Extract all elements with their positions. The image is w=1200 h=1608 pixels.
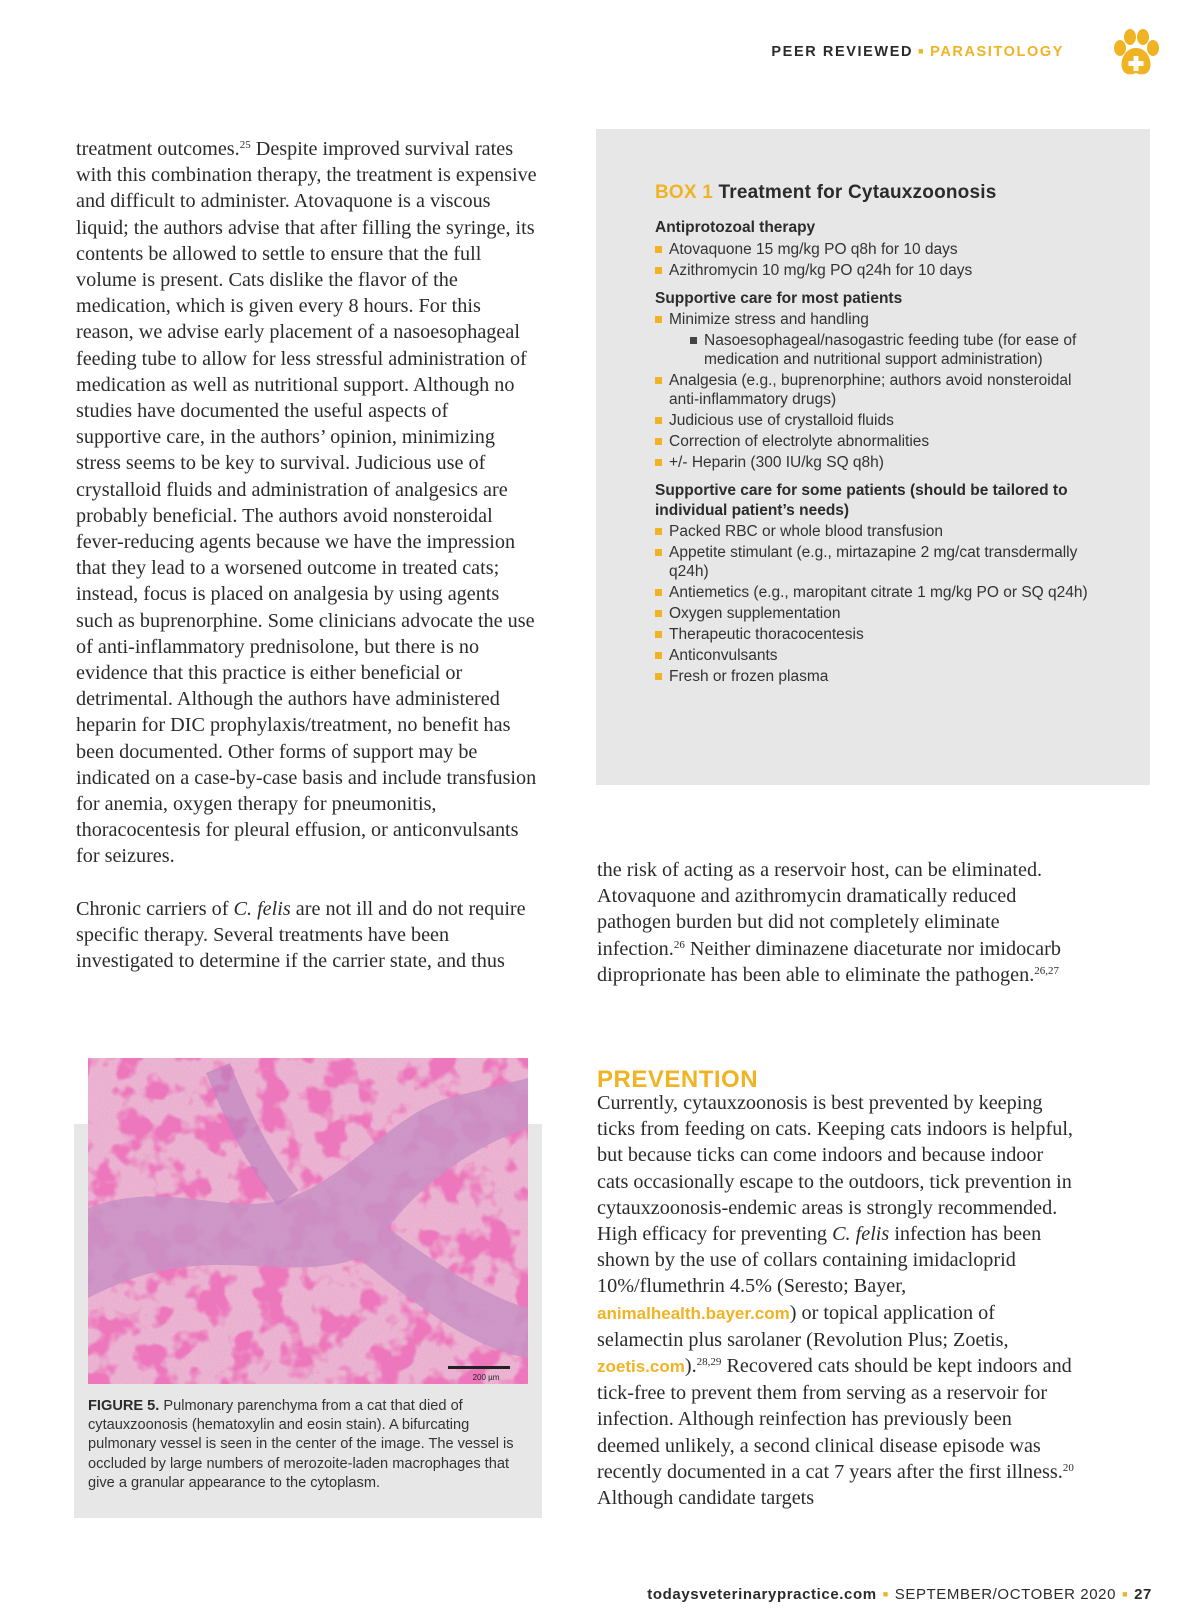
scale-bar-label: 200 µm: [472, 1373, 500, 1382]
zoetis-link[interactable]: zoetis.com: [597, 1357, 685, 1377]
separator-square-icon: ■: [918, 46, 926, 56]
citation: 25: [239, 139, 251, 151]
list-item: Oxygen supplementation: [655, 604, 1095, 623]
paw-plus-icon: [1112, 28, 1160, 78]
list-item: Analgesia (e.g., buprenorphine; authors avoid nonsteroidal anti-inflammatory drugs): [655, 371, 1095, 409]
list-item: Packed RBC or whole blood transfusion: [655, 522, 1095, 541]
list-item: Azithromycin 10 mg/kg PO q24h for 10 days: [655, 261, 1095, 280]
list-item: Correction of electrolyte abnormalities: [655, 432, 1095, 451]
section-label: PEER REVIEWED: [771, 44, 914, 60]
list-sub-item: Nasoesophageal/nasogastric feeding tube (for ease of medication and nutritional support administration): [655, 331, 1095, 369]
list-item: Judicious use of crystalloid fluids: [655, 411, 1095, 430]
list-item: +/- Heparin (300 IU/kg SQ q8h): [655, 453, 1095, 472]
citation: 26,27: [1034, 964, 1059, 977]
page-footer: [647, 1586, 1152, 1603]
box-title: BOX 1 Treatment for Cytauxzoonosis: [655, 182, 997, 203]
box-section-heading: Supportive care for most patients: [655, 289, 903, 307]
body-paragraph: Chronic carriers of C. felis are not ill and do not require specific therapy. Several treatments have been investigated to determine if the carrier state, and thus: [76, 897, 526, 973]
citation: 28,29: [696, 1356, 722, 1369]
right-column-bottom: [597, 1090, 1077, 1511]
box-list: [655, 522, 1095, 686]
left-column: [76, 136, 538, 974]
box-list: [655, 310, 1095, 472]
category-label: PARASITOLOGY: [930, 44, 1064, 60]
box-list: [655, 240, 1095, 280]
box-section-heading: Supportive care for some patients (should be tailored to individual patient’s needs): [655, 482, 1068, 519]
figure-label: FIGURE 5.: [88, 1398, 160, 1414]
list-item: Antiemetics (e.g., maropitant citrate 1 mg/kg PO or SQ q24h): [655, 583, 1095, 602]
separator-square-icon: ■: [882, 1589, 889, 1599]
right-column-top: [597, 857, 1077, 988]
histology-image: [88, 1058, 528, 1384]
body-paragraph: treatment outcomes.$^{25}$ Despite improved survival rates with this combination therapy, the treatment is expensive and difficult to administer. Atovaquone is a viscous liquid; the authors advise that after filling the syringe, its contents be allowed to settle to ensure that the full volume is present. Cats dislike the flavor of the medication, which is given every 8 hours. For this reason, we advise early placement of a nasoesophageal feeding tube to allow for less stressful administration of medication as well as nutritional support. Although no studies have documented the useful aspects of supportive care, in the authors’ opinion, minimizing stress seems to be key to survival. Judicious use of crystalloid fluids and administration of analgesics are probably beneficial. The authors avoid nonsteroidal fever-reducing agents because we have the impression that they lead to a worsened outcome in treated cats; instead, focus is placed on analgesia by using agents such as buprenorphine. Some clinicians advocate the use of anti-inflammatory prednisolone, but there is no evidence that this practice is either beneficial or detrimental. Although the authors have administered heparin for DIC prophylaxis/treatment, no benefit has been documented. Other forms of support may be indicated on a case-by-case basis and include transfusion for anemia, oxygen therapy for pneumonitis, thoracocentesis for pleural effusion, or anticonvulsants for seizures.: [76, 138, 537, 868]
citation: 26: [673, 938, 685, 951]
list-item: Atovaquone 15 mg/kg PO q8h for 10 days: [655, 240, 1095, 259]
bayer-link[interactable]: animalhealth.bayer.com: [597, 1303, 790, 1323]
list-item: Therapeutic thoracocentesis: [655, 625, 1095, 644]
list-item: Minimize stress and handling: [655, 310, 1095, 329]
running-header: [771, 44, 1064, 60]
citation: 20: [1062, 1461, 1074, 1474]
body-paragraph: the risk of acting as a reservoir host, can be eliminated. Atovaquone and azithromycin dramatically reduced pathogen burden but did not completely eliminate infection.$^{26}$ Neither diminazene diaceturate nor imidocarb diproprionate has been able to eliminate the pathogen.$^{26,27}$: [597, 859, 1061, 986]
figure-caption: FIGURE 5. Pulmonary parenchyma from a cat that died of cytauxzoonosis (hematoxylin and eosin stain). A bifurcating pulmonary vessel is seen in the center of the image. The vessel is occluded by large numbers of merozoite-laden macrophages that give a granular appearance to the cytoplasm.: [88, 1398, 514, 1491]
treatment-box: [596, 129, 1150, 785]
list-item: Fresh or frozen plasma: [655, 667, 1095, 686]
body-paragraph: Currently, cytauxzoonosis is best prevented by keeping ticks from feeding on cats. Keeping cats indoors is helpful, but because ticks can come indoors and because indoor cats occasionally escape to the outdoors, tick prevention in cytauxzoonosis-endemic areas is strongly recommended. High efficacy for preventing C. felis infection has been shown by the use of collars containing imidacloprid 10%/flumethrin 4.5% (Seresto; Bayer, animalhealth.bayer.com) or topical application of selamectin plus sarolaner (Revolution Plus; Zoetis, zoetis.com).$^{28,29}$ Recovered cats should be kept indoors and tick-free to prevent them from serving as a reservoir for infection. Although reinfection has previously been deemed unlikely, a second clinical disease episode was recently documented in a cat 7 years after the first illness.$^{20}$ Although candidate targets: [597, 1092, 1074, 1510]
list-item: Anticonvulsants: [655, 646, 1095, 665]
footer-site: todaysveterinarypractice.com: [647, 1586, 877, 1603]
prevention-heading: PREVENTION: [597, 1066, 759, 1093]
separator-square-icon: ■: [1122, 1589, 1129, 1599]
footer-issue: SEPTEMBER/OCTOBER 2020: [894, 1586, 1117, 1603]
box-section-heading: Antiprotozoal therapy: [655, 219, 816, 236]
page-number: 27: [1134, 1586, 1152, 1603]
list-item: Appetite stimulant (e.g., mirtazapine 2 mg/cat transdermally q24h): [655, 543, 1095, 581]
